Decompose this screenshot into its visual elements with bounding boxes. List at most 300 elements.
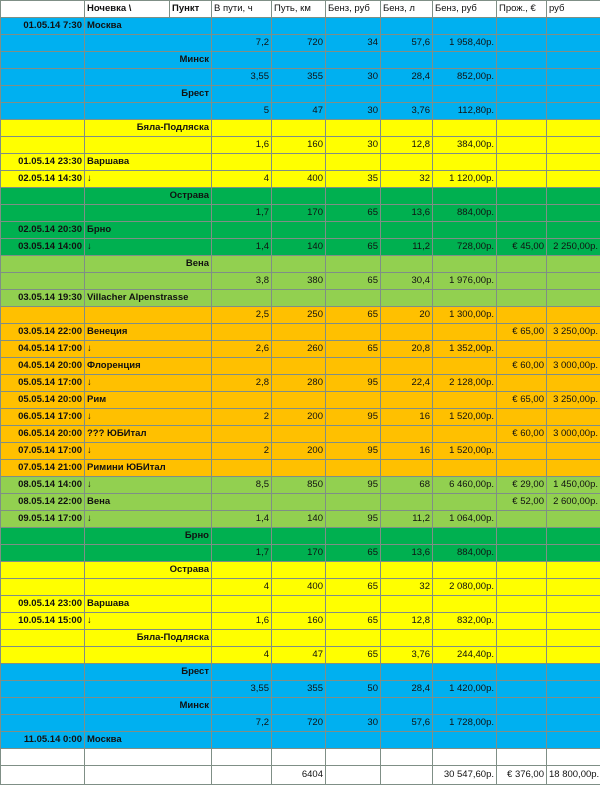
date-cell[interactable]: [1, 35, 85, 52]
lodging-eur-cell[interactable]: [497, 511, 547, 528]
date-cell[interactable]: [1, 528, 85, 545]
distance-cell[interactable]: [272, 358, 326, 375]
fuel-price-cell[interactable]: 30: [326, 715, 381, 732]
lodging-rub-cell[interactable]: [547, 188, 600, 205]
date-cell[interactable]: [1, 205, 85, 222]
date-cell[interactable]: 03.05.14 19:30: [1, 290, 85, 307]
lodging-eur-cell[interactable]: [497, 749, 547, 766]
lodging-rub-cell[interactable]: [547, 273, 600, 290]
date-cell[interactable]: [1, 562, 85, 579]
fuel-liters-cell[interactable]: 3,76: [381, 103, 433, 120]
fuel-cost-cell[interactable]: 1 352,00р.: [433, 341, 497, 358]
date-cell[interactable]: [1, 630, 85, 647]
lodging-eur-cell[interactable]: [497, 460, 547, 477]
lodging-rub-cell[interactable]: [547, 52, 600, 69]
fuel-cost-cell[interactable]: 2 080,00р.: [433, 579, 497, 596]
fuel-price-cell[interactable]: 95: [326, 511, 381, 528]
distance-cell[interactable]: 140: [272, 511, 326, 528]
city-cell[interactable]: [85, 52, 212, 69]
lodging-eur-cell[interactable]: [497, 443, 547, 460]
lodging-eur-cell[interactable]: € 45,00: [497, 239, 547, 256]
distance-cell[interactable]: 260: [272, 341, 326, 358]
header-cell-lodging-eur[interactable]: Прож., €: [497, 1, 547, 18]
fuel-price-cell[interactable]: 95: [326, 477, 381, 494]
date-cell[interactable]: 01.05.14 23:30: [1, 154, 85, 171]
travel-hours-cell[interactable]: [212, 732, 272, 749]
fuel-cost-cell[interactable]: 1 120,00р.: [433, 171, 497, 188]
date-cell[interactable]: [1, 188, 85, 205]
place-cell[interactable]: [85, 681, 212, 698]
place-cell[interactable]: ↓: [85, 511, 212, 528]
fuel-liters-cell[interactable]: [381, 86, 433, 103]
place-cell[interactable]: ↓: [85, 171, 212, 188]
date-cell[interactable]: [1, 647, 85, 664]
lodging-rub-cell[interactable]: 2 250,00р.: [547, 239, 600, 256]
fuel-liters-cell[interactable]: [381, 596, 433, 613]
travel-hours-cell[interactable]: 2: [212, 443, 272, 460]
travel-hours-cell[interactable]: 1,7: [212, 545, 272, 562]
distance-cell[interactable]: [272, 630, 326, 647]
lodging-eur-cell[interactable]: [497, 18, 547, 35]
fuel-liters-cell[interactable]: [381, 358, 433, 375]
fuel-liters-cell[interactable]: [381, 732, 433, 749]
place-cell[interactable]: Варшава: [85, 154, 212, 171]
distance-cell[interactable]: 355: [272, 681, 326, 698]
distance-cell[interactable]: [272, 256, 326, 273]
fuel-liters-cell[interactable]: [381, 290, 433, 307]
lodging-eur-cell[interactable]: [497, 103, 547, 120]
fuel-price-cell[interactable]: 30: [326, 103, 381, 120]
distance-cell[interactable]: [272, 188, 326, 205]
fuel-liters-cell[interactable]: 12,8: [381, 613, 433, 630]
lodging-eur-cell[interactable]: € 65,00: [497, 392, 547, 409]
date-cell[interactable]: [1, 273, 85, 290]
date-cell[interactable]: 03.05.14 22:00: [1, 324, 85, 341]
fuel-liters-cell[interactable]: [381, 749, 433, 766]
lodging-rub-cell[interactable]: [547, 647, 600, 664]
fuel-cost-cell[interactable]: [433, 188, 497, 205]
date-cell[interactable]: 10.05.14 15:00: [1, 613, 85, 630]
place-cell[interactable]: ↓: [85, 409, 212, 426]
fuel-price-cell[interactable]: 95: [326, 409, 381, 426]
fuel-price-cell[interactable]: [326, 358, 381, 375]
place-cell[interactable]: ↓: [85, 375, 212, 392]
fuel-cost-cell[interactable]: 728,00р.: [433, 239, 497, 256]
date-cell[interactable]: 07.05.14 21:00: [1, 460, 85, 477]
lodging-rub-cell[interactable]: [547, 120, 600, 137]
header-cell-fuel-liters[interactable]: Бенз, л: [381, 1, 433, 18]
lodging-rub-cell[interactable]: [547, 511, 600, 528]
lodging-eur-cell[interactable]: [497, 647, 547, 664]
place-cell[interactable]: [85, 766, 212, 785]
travel-hours-cell[interactable]: [212, 664, 272, 681]
fuel-price-cell[interactable]: [326, 596, 381, 613]
fuel-cost-cell[interactable]: 244,40р.: [433, 647, 497, 664]
lodging-rub-cell[interactable]: [547, 528, 600, 545]
place-cell[interactable]: [85, 137, 212, 154]
lodging-eur-cell[interactable]: [497, 341, 547, 358]
place-cell[interactable]: Рим: [85, 392, 212, 409]
lodging-rub-cell[interactable]: [547, 715, 600, 732]
travel-hours-cell[interactable]: [212, 460, 272, 477]
fuel-cost-cell[interactable]: 384,00р.: [433, 137, 497, 154]
travel-hours-cell[interactable]: 4: [212, 647, 272, 664]
fuel-liters-cell[interactable]: 16: [381, 443, 433, 460]
lodging-eur-cell[interactable]: [497, 205, 547, 222]
lodging-eur-cell[interactable]: € 29,00: [497, 477, 547, 494]
fuel-price-cell[interactable]: [326, 18, 381, 35]
lodging-eur-cell[interactable]: [497, 52, 547, 69]
travel-hours-cell[interactable]: 4: [212, 171, 272, 188]
lodging-rub-cell[interactable]: [547, 307, 600, 324]
fuel-liters-cell[interactable]: [381, 324, 433, 341]
fuel-price-cell[interactable]: [326, 120, 381, 137]
fuel-liters-cell[interactable]: 13,6: [381, 205, 433, 222]
distance-cell[interactable]: [272, 698, 326, 715]
travel-hours-cell[interactable]: [212, 392, 272, 409]
lodging-eur-cell[interactable]: [497, 69, 547, 86]
fuel-cost-cell[interactable]: [433, 460, 497, 477]
travel-hours-cell[interactable]: [212, 188, 272, 205]
date-cell[interactable]: [1, 698, 85, 715]
travel-hours-cell[interactable]: 1,4: [212, 511, 272, 528]
place-cell[interactable]: [85, 35, 212, 52]
lodging-rub-cell[interactable]: [547, 69, 600, 86]
city-cell[interactable]: [85, 528, 212, 545]
fuel-price-cell[interactable]: [326, 86, 381, 103]
date-cell[interactable]: 05.05.14 20:00: [1, 392, 85, 409]
fuel-liters-cell[interactable]: 3,76: [381, 647, 433, 664]
travel-hours-cell[interactable]: [212, 596, 272, 613]
fuel-liters-cell[interactable]: [381, 188, 433, 205]
place-cell[interactable]: [85, 715, 212, 732]
distance-cell[interactable]: [272, 154, 326, 171]
fuel-liters-cell[interactable]: [381, 256, 433, 273]
fuel-price-cell[interactable]: 65: [326, 239, 381, 256]
travel-hours-cell[interactable]: [212, 358, 272, 375]
distance-cell[interactable]: [272, 460, 326, 477]
fuel-price-cell[interactable]: 65: [326, 579, 381, 596]
date-cell[interactable]: [1, 749, 85, 766]
fuel-price-cell[interactable]: 95: [326, 443, 381, 460]
travel-hours-cell[interactable]: [212, 630, 272, 647]
fuel-cost-cell[interactable]: [433, 426, 497, 443]
fuel-cost-cell[interactable]: 1 520,00р.: [433, 409, 497, 426]
fuel-cost-cell[interactable]: [433, 154, 497, 171]
lodging-eur-cell[interactable]: [497, 545, 547, 562]
distance-cell[interactable]: 160: [272, 137, 326, 154]
travel-hours-cell[interactable]: [212, 324, 272, 341]
lodging-eur-cell[interactable]: [497, 698, 547, 715]
lodging-eur-cell[interactable]: [497, 579, 547, 596]
travel-hours-cell[interactable]: [212, 562, 272, 579]
travel-hours-cell[interactable]: 3,8: [212, 273, 272, 290]
place-cell[interactable]: Флоренция: [85, 358, 212, 375]
date-cell[interactable]: 08.05.14 14:00: [1, 477, 85, 494]
date-cell[interactable]: 09.05.14 23:00: [1, 596, 85, 613]
travel-hours-cell[interactable]: [212, 766, 272, 785]
lodging-eur-cell[interactable]: [497, 256, 547, 273]
fuel-price-cell[interactable]: 34: [326, 35, 381, 52]
date-cell[interactable]: 02.05.14 20:30: [1, 222, 85, 239]
lodging-rub-cell[interactable]: [547, 154, 600, 171]
travel-hours-cell[interactable]: [212, 256, 272, 273]
travel-hours-cell[interactable]: 2: [212, 409, 272, 426]
fuel-cost-cell[interactable]: 1 976,00р.: [433, 273, 497, 290]
city-cell[interactable]: [85, 86, 212, 103]
distance-cell[interactable]: [272, 749, 326, 766]
lodging-eur-cell[interactable]: [497, 35, 547, 52]
date-cell[interactable]: 04.05.14 17:00: [1, 341, 85, 358]
fuel-liters-cell[interactable]: 13,6: [381, 545, 433, 562]
fuel-liters-cell[interactable]: [381, 222, 433, 239]
fuel-price-cell[interactable]: [326, 52, 381, 69]
lodging-rub-cell[interactable]: [547, 460, 600, 477]
lodging-eur-cell[interactable]: [497, 613, 547, 630]
fuel-liters-cell[interactable]: [381, 460, 433, 477]
lodging-rub-cell[interactable]: [547, 205, 600, 222]
place-cell[interactable]: [85, 749, 212, 766]
travel-hours-cell[interactable]: [212, 120, 272, 137]
distance-cell[interactable]: [272, 426, 326, 443]
place-cell[interactable]: Москва: [85, 18, 212, 35]
lodging-rub-cell[interactable]: 2 600,00р.: [547, 494, 600, 511]
lodging-eur-cell[interactable]: [497, 664, 547, 681]
lodging-eur-cell[interactable]: [497, 596, 547, 613]
city-cell[interactable]: [85, 120, 212, 137]
fuel-cost-cell[interactable]: 1 420,00р.: [433, 681, 497, 698]
fuel-liters-cell[interactable]: [381, 52, 433, 69]
fuel-cost-cell[interactable]: [433, 732, 497, 749]
lodging-rub-cell[interactable]: 18 800,00р.: [547, 766, 600, 785]
travel-hours-cell[interactable]: [212, 698, 272, 715]
fuel-liters-cell[interactable]: [381, 154, 433, 171]
fuel-liters-cell[interactable]: [381, 392, 433, 409]
fuel-liters-cell[interactable]: 20,8: [381, 341, 433, 358]
fuel-liters-cell[interactable]: 28,4: [381, 681, 433, 698]
distance-cell[interactable]: 140: [272, 239, 326, 256]
fuel-price-cell[interactable]: [326, 392, 381, 409]
lodging-eur-cell[interactable]: [497, 137, 547, 154]
fuel-liters-cell[interactable]: [381, 562, 433, 579]
lodging-rub-cell[interactable]: [547, 18, 600, 35]
place-cell[interactable]: ↓: [85, 613, 212, 630]
travel-hours-cell[interactable]: [212, 154, 272, 171]
lodging-eur-cell[interactable]: € 60,00: [497, 358, 547, 375]
fuel-price-cell[interactable]: [326, 698, 381, 715]
fuel-liters-cell[interactable]: [381, 494, 433, 511]
lodging-eur-cell[interactable]: [497, 188, 547, 205]
lodging-rub-cell[interactable]: [547, 103, 600, 120]
distance-cell[interactable]: 355: [272, 69, 326, 86]
place-cell[interactable]: Римини ЮБИтал: [85, 460, 212, 477]
header-cell-travel-hours[interactable]: В пути, ч: [212, 1, 272, 18]
fuel-cost-cell[interactable]: [433, 358, 497, 375]
fuel-cost-cell[interactable]: 852,00р.: [433, 69, 497, 86]
distance-cell[interactable]: 720: [272, 715, 326, 732]
lodging-rub-cell[interactable]: [547, 579, 600, 596]
distance-cell[interactable]: 47: [272, 103, 326, 120]
place-cell[interactable]: ↓: [85, 239, 212, 256]
fuel-price-cell[interactable]: 65: [326, 613, 381, 630]
fuel-cost-cell[interactable]: 1 064,00р.: [433, 511, 497, 528]
fuel-liters-cell[interactable]: [381, 630, 433, 647]
travel-hours-cell[interactable]: [212, 52, 272, 69]
fuel-cost-cell[interactable]: [433, 562, 497, 579]
lodging-eur-cell[interactable]: € 65,00: [497, 324, 547, 341]
fuel-cost-cell[interactable]: 30 547,60р.: [433, 766, 497, 785]
fuel-cost-cell[interactable]: [433, 18, 497, 35]
place-cell[interactable]: [85, 579, 212, 596]
lodging-eur-cell[interactable]: [497, 154, 547, 171]
fuel-cost-cell[interactable]: 884,00р.: [433, 205, 497, 222]
lodging-eur-cell[interactable]: [497, 732, 547, 749]
lodging-rub-cell[interactable]: [547, 86, 600, 103]
fuel-price-cell[interactable]: 65: [326, 545, 381, 562]
distance-cell[interactable]: 850: [272, 477, 326, 494]
header-cell-distance[interactable]: Путь, км: [272, 1, 326, 18]
date-cell[interactable]: [1, 715, 85, 732]
header-cell-lodging-rub[interactable]: руб: [547, 1, 600, 18]
fuel-price-cell[interactable]: 30: [326, 137, 381, 154]
place-cell[interactable]: Брно: [85, 222, 212, 239]
lodging-rub-cell[interactable]: [547, 596, 600, 613]
fuel-cost-cell[interactable]: [433, 664, 497, 681]
lodging-rub-cell[interactable]: [547, 545, 600, 562]
fuel-price-cell[interactable]: 65: [326, 273, 381, 290]
place-cell[interactable]: [85, 69, 212, 86]
lodging-rub-cell[interactable]: [547, 732, 600, 749]
fuel-cost-cell[interactable]: [433, 86, 497, 103]
lodging-rub-cell[interactable]: [547, 409, 600, 426]
lodging-rub-cell[interactable]: [547, 443, 600, 460]
travel-hours-cell[interactable]: 2,8: [212, 375, 272, 392]
fuel-liters-cell[interactable]: 57,6: [381, 715, 433, 732]
header-cell-overnight[interactable]: Ночевка \: [85, 1, 170, 18]
travel-hours-cell[interactable]: 1,7: [212, 205, 272, 222]
place-cell[interactable]: [85, 103, 212, 120]
lodging-eur-cell[interactable]: [497, 86, 547, 103]
date-cell[interactable]: [1, 137, 85, 154]
fuel-cost-cell[interactable]: 1 958,40р.: [433, 35, 497, 52]
distance-cell[interactable]: 6404: [272, 766, 326, 785]
travel-hours-cell[interactable]: 4: [212, 579, 272, 596]
lodging-rub-cell[interactable]: [547, 137, 600, 154]
distance-cell[interactable]: [272, 120, 326, 137]
date-cell[interactable]: [1, 120, 85, 137]
fuel-cost-cell[interactable]: [433, 324, 497, 341]
fuel-price-cell[interactable]: [326, 154, 381, 171]
header-cell-fuel-price[interactable]: Бенз, руб: [326, 1, 381, 18]
lodging-rub-cell[interactable]: 3 250,00р.: [547, 392, 600, 409]
fuel-cost-cell[interactable]: [433, 528, 497, 545]
distance-cell[interactable]: 380: [272, 273, 326, 290]
place-cell[interactable]: Варшава: [85, 596, 212, 613]
fuel-liters-cell[interactable]: 20: [381, 307, 433, 324]
place-cell[interactable]: [85, 273, 212, 290]
date-cell[interactable]: 06.05.14 20:00: [1, 426, 85, 443]
fuel-liters-cell[interactable]: [381, 766, 433, 785]
date-cell[interactable]: 03.05.14 14:00: [1, 239, 85, 256]
distance-cell[interactable]: 400: [272, 171, 326, 188]
travel-hours-cell[interactable]: [212, 426, 272, 443]
fuel-cost-cell[interactable]: 1 300,00р.: [433, 307, 497, 324]
travel-hours-cell[interactable]: 1,4: [212, 239, 272, 256]
lodging-rub-cell[interactable]: [547, 171, 600, 188]
fuel-price-cell[interactable]: [326, 494, 381, 511]
header-cell-fuel-cost[interactable]: Бенз, руб: [433, 1, 497, 18]
fuel-liters-cell[interactable]: [381, 698, 433, 715]
travel-hours-cell[interactable]: [212, 749, 272, 766]
fuel-cost-cell[interactable]: [433, 256, 497, 273]
date-cell[interactable]: 04.05.14 20:00: [1, 358, 85, 375]
lodging-eur-cell[interactable]: [497, 307, 547, 324]
fuel-price-cell[interactable]: 65: [326, 647, 381, 664]
fuel-liters-cell[interactable]: [381, 18, 433, 35]
distance-cell[interactable]: 200: [272, 409, 326, 426]
lodging-rub-cell[interactable]: [547, 630, 600, 647]
date-cell[interactable]: 01.05.14 7:30: [1, 18, 85, 35]
fuel-cost-cell[interactable]: 6 460,00р.: [433, 477, 497, 494]
lodging-rub-cell[interactable]: [547, 375, 600, 392]
travel-hours-cell[interactable]: 2,5: [212, 307, 272, 324]
date-cell[interactable]: [1, 256, 85, 273]
fuel-liters-cell[interactable]: [381, 120, 433, 137]
lodging-eur-cell[interactable]: [497, 375, 547, 392]
travel-hours-cell[interactable]: 2,6: [212, 341, 272, 358]
distance-cell[interactable]: [272, 392, 326, 409]
fuel-price-cell[interactable]: 65: [326, 205, 381, 222]
date-cell[interactable]: 11.05.14 0:00: [1, 732, 85, 749]
date-cell[interactable]: [1, 69, 85, 86]
fuel-price-cell[interactable]: 35: [326, 171, 381, 188]
fuel-price-cell[interactable]: 65: [326, 341, 381, 358]
fuel-price-cell[interactable]: [326, 324, 381, 341]
place-cell[interactable]: Москва: [85, 732, 212, 749]
lodging-eur-cell[interactable]: [497, 681, 547, 698]
fuel-cost-cell[interactable]: [433, 596, 497, 613]
travel-hours-cell[interactable]: [212, 222, 272, 239]
fuel-liters-cell[interactable]: 12,8: [381, 137, 433, 154]
travel-hours-cell[interactable]: 7,2: [212, 35, 272, 52]
lodging-eur-cell[interactable]: [497, 171, 547, 188]
place-cell[interactable]: Вена: [85, 494, 212, 511]
place-cell[interactable]: [85, 647, 212, 664]
fuel-price-cell[interactable]: 30: [326, 69, 381, 86]
distance-cell[interactable]: 170: [272, 205, 326, 222]
fuel-price-cell[interactable]: 50: [326, 681, 381, 698]
fuel-price-cell[interactable]: [326, 256, 381, 273]
fuel-cost-cell[interactable]: [433, 749, 497, 766]
travel-hours-cell[interactable]: [212, 290, 272, 307]
date-cell[interactable]: 06.05.14 17:00: [1, 409, 85, 426]
fuel-liters-cell[interactable]: 32: [381, 171, 433, 188]
lodging-eur-cell[interactable]: [497, 120, 547, 137]
distance-cell[interactable]: [272, 52, 326, 69]
fuel-price-cell[interactable]: [326, 290, 381, 307]
distance-cell[interactable]: 280: [272, 375, 326, 392]
fuel-cost-cell[interactable]: [433, 630, 497, 647]
fuel-price-cell[interactable]: [326, 630, 381, 647]
place-cell[interactable]: [85, 205, 212, 222]
lodging-eur-cell[interactable]: [497, 273, 547, 290]
fuel-cost-cell[interactable]: [433, 494, 497, 511]
fuel-price-cell[interactable]: [326, 188, 381, 205]
lodging-rub-cell[interactable]: [547, 222, 600, 239]
date-cell[interactable]: [1, 103, 85, 120]
fuel-price-cell[interactable]: [326, 749, 381, 766]
lodging-rub-cell[interactable]: [547, 341, 600, 358]
